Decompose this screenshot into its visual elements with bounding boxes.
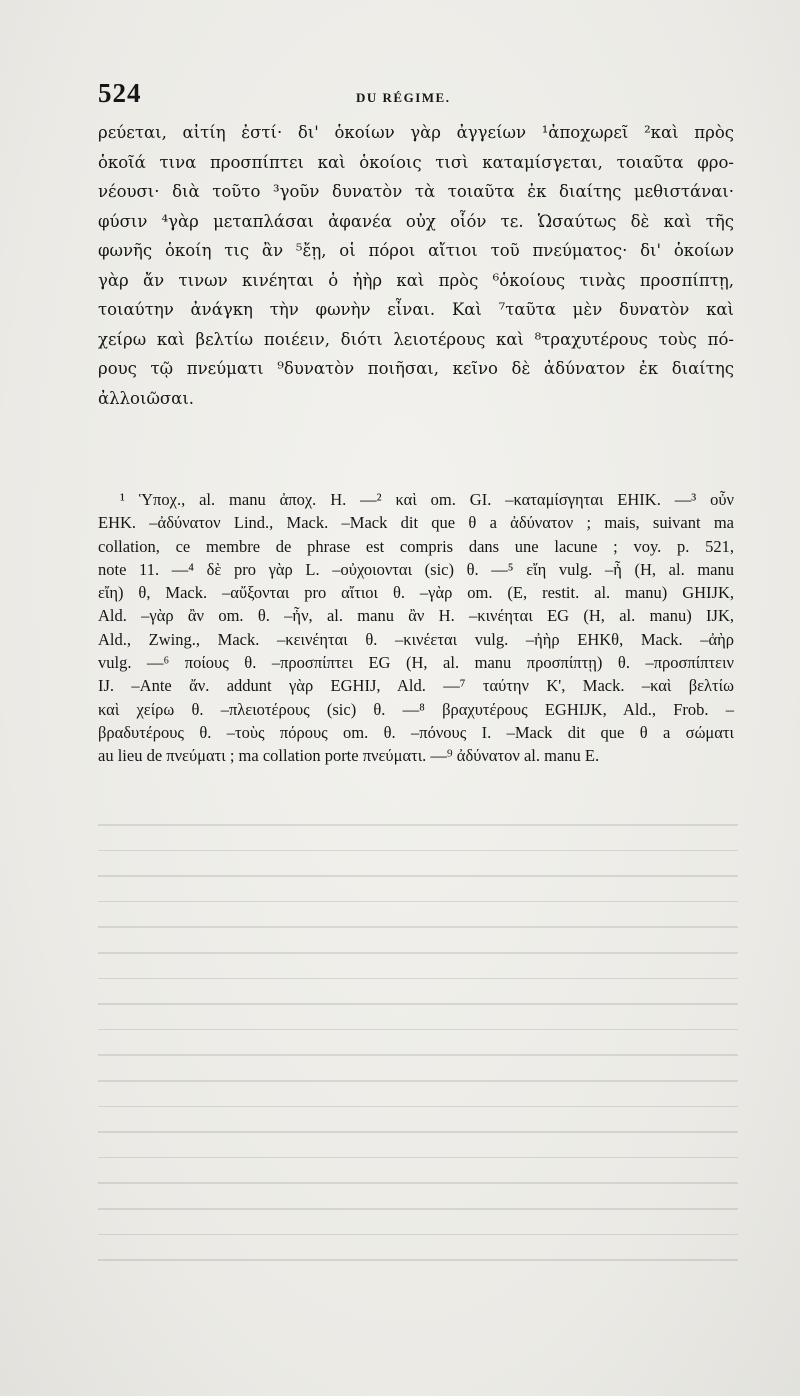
text-line: γὰρ ἄν τινων κινέηται ὁ ἠὴρ καὶ πρὸς ⁶ὁκοίους τινὰς προσπίπτῃ,	[98, 270, 734, 290]
bleed-through-shadow	[98, 800, 738, 1320]
note-line: note 11. —⁴ δὲ pro γὰρ L. –οὐχοιονται (sic) θ. —⁵ εἴη vulg. –ἦ (H, al. manu	[98, 559, 734, 579]
critical-apparatus-notes	[98, 488, 734, 768]
note-line: καὶ χείρω θ. –πλειοτέρους (sic) θ. —⁸ βραχυτέρους EGHIJK, Ald., Frob. –	[98, 699, 734, 719]
text-line: ρους τῷ πνεύματι ⁹δυνατὸν ποιῆσαι, κεῖνο δὲ ἀδύνατον ἐκ διαίτης	[98, 359, 734, 378]
greek-main-text	[98, 118, 734, 413]
note-line: vulg. —⁶ ποίους θ. –προσπίπτει EG (H, al. manu προσπίπτῃ) θ. –προσπίπτειν	[98, 653, 734, 673]
text-line: φύσιν ⁴γὰρ μεταπλάσαι ἀφανέα οὐχ οἷόν τε. Ὡσαύτως δὲ καὶ τῆς	[98, 211, 734, 231]
note-line: au lieu de πνεύματι ; ma collation porte πνεύματι. —⁹ ἀδύνατον al. manu E.	[98, 746, 600, 766]
text-line: φωνῆς ὁκοίη τις ἂν ⁵ἔῃ, οἱ πόροι αἴτιοι τοῦ πνεύματος· δι' ὁκοίων	[98, 241, 734, 260]
text-line: νέουσι· διὰ τοῦτο ³γοῦν δυνατὸν τὰ τοιαῦτα ἐκ διαίτης μεθιστάναι·	[98, 182, 734, 201]
note-line: EHK. –ἀδύνατον Lind., Mack. –Mack dit que θ a ἀδύνατον ; mais, suivant ma	[98, 513, 734, 533]
text-line: ἀλλοιῶσαι.	[98, 388, 195, 408]
text-line: ὁκοῖά τινα προσπίπτει καὶ ὁκοίοις τισὶ καταμίσγεται, τοιαῦτα φρο-	[98, 152, 734, 172]
note-line: εἴη) θ, Mack. –αὔξονται pro αἴτιοι θ. –γὰρ om. (E, restit. al. manu) GHIJK,	[98, 583, 734, 603]
note-line: Ald., Zwing., Mack. –κεινέηται θ. –κινέεται vulg. –ἠὴρ EHKθ, Mack. –ἀὴρ	[98, 629, 734, 649]
running-head: DU RÉGIME.	[356, 90, 451, 105]
text-line: ρεύεται, αἰτίη ἐστί· δι' ὁκοίων γὰρ ἀγγείων ¹ἀποχωρεῖ ²καὶ πρὸς	[98, 123, 734, 142]
note-line: collation, ce membre de phrase est compris dans une lacune ; voy. p. 521,	[98, 536, 734, 556]
page-header	[98, 78, 734, 112]
text-line: τοιαύτην ἀνάγκη τὴν φωνὴν εἶναι. Καὶ ⁷ταῦτα μὲν δυνατὸν καὶ	[98, 300, 734, 319]
note-line: βραδυτέρους θ. –τοὺς πόρους om. θ. –πόνους I. –Mack dit que θ a σώματι	[98, 722, 734, 742]
text-line: χείρω καὶ βελτίω ποιέειν, διότι λειοτέρους καὶ ⁸τραχυτέρους τοὺς πό-	[98, 329, 734, 349]
page-number: 524	[98, 78, 142, 108]
note-line: ¹ Ὑποχ., al. manu ἀποχ. H. —² καὶ om. GI. –καταμίσγηται EHIK. —³ οὖν	[120, 490, 734, 509]
note-line: Ald. –γὰρ ἂν om. θ. –ἦν, al. manu ἂν H. –κινέηται EG (H, al. manu) IJK,	[98, 606, 734, 626]
note-line: IJ. –Ante ἄν. addunt γὰρ EGHIJ, Ald. —⁷ ταύτην K', Mack. –καὶ βελτίω	[98, 676, 734, 696]
